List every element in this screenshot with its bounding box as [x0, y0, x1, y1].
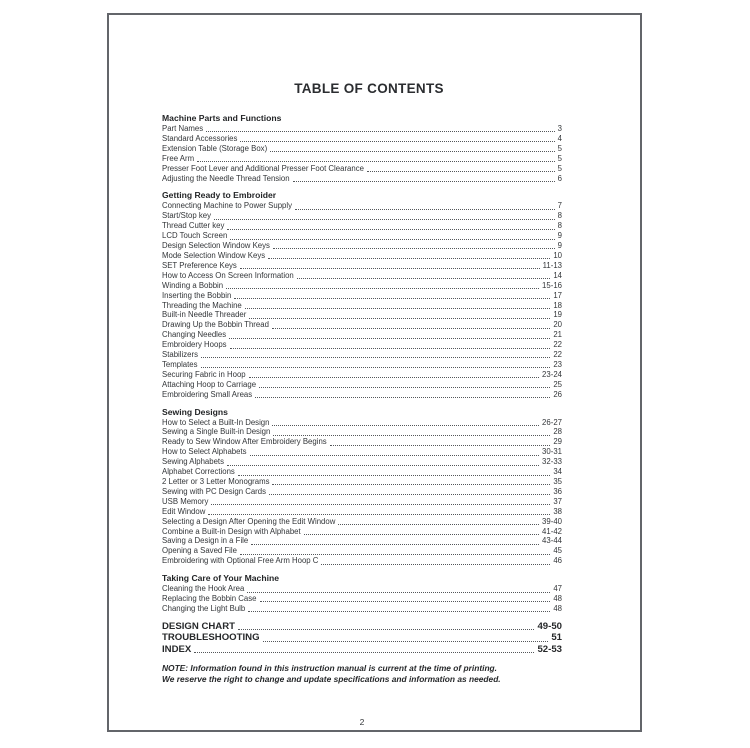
toc-entry — [162, 174, 562, 184]
toc-entry — [162, 164, 562, 174]
toc-entry — [162, 477, 562, 487]
toc-entry-page: 51 — [551, 632, 562, 644]
toc-section-heading: Taking Care of Your Machine — [162, 573, 279, 584]
toc-entry-label: 2 Letter or 3 Letter Monograms — [162, 477, 270, 486]
toc-entry-page: 49-50 — [537, 620, 562, 632]
dot-leader — [240, 268, 540, 269]
dot-leader — [201, 367, 551, 368]
page-number: 2 — [359, 717, 365, 727]
dot-leader — [297, 278, 551, 279]
dot-leader — [229, 338, 550, 339]
dot-leader — [247, 592, 550, 593]
toc-section-heading: Sewing Designs — [162, 406, 228, 417]
toc-entry-label: Thread Cutter key — [162, 221, 225, 231]
toc-entry — [162, 291, 562, 301]
dot-leader — [269, 494, 550, 495]
toc-entry-label: Embroidering Small Areas — [162, 389, 253, 399]
dot-leader — [245, 308, 551, 309]
dot-leader — [272, 328, 550, 329]
printing-note-line-1: NOTE: Information found in this instruction manual is current at the time of printing. — [162, 663, 497, 674]
toc-entry-label: Stabilizers — [162, 350, 198, 360]
toc-entry-label: Changing Needles — [162, 330, 227, 340]
toc-entry-label: Mode Selection Window Keys — [162, 250, 266, 260]
dot-leader — [295, 209, 555, 210]
toc-entry — [162, 497, 562, 507]
toc-entry-page: 48 — [553, 603, 562, 613]
toc-entry-label: Inserting the Bobbin — [162, 290, 232, 300]
toc-entry-page: 14 — [553, 270, 562, 280]
toc-entry — [162, 360, 562, 370]
toc-entry-page: 52-53 — [537, 643, 562, 655]
toc-entry-page: 29 — [553, 437, 562, 447]
toc-entry — [162, 604, 562, 614]
dot-leader — [238, 629, 534, 630]
toc-entry-label: Cleaning the Hook Area — [162, 584, 245, 594]
toc-entry-label: Design Selection Window Keys — [162, 241, 270, 251]
toc-entry — [162, 134, 562, 144]
toc-entry-page: 3 — [557, 124, 562, 133]
dot-leader — [338, 524, 539, 525]
toc-entry-page: 10 — [553, 250, 562, 260]
toc-entry-label: Embroidering with Optional Free Arm Hoop C — [162, 556, 319, 566]
dot-leader — [240, 554, 550, 555]
toc-entry-page: 4 — [557, 133, 562, 143]
toc-entry-label: How to Access On Screen Information — [162, 270, 294, 280]
toc-entry-label: SET Preference Keys — [162, 260, 237, 270]
toc-entry-label: Combine a Built-in Design with Alphabet — [162, 526, 301, 536]
dot-leader — [238, 475, 551, 476]
printing-note — [162, 663, 562, 685]
toc-entry-page: 9 — [557, 231, 562, 241]
toc-entry-page: 5 — [557, 143, 562, 153]
toc-entry-label: How to Select a Built-In Design — [162, 417, 270, 427]
toc-entry-page: 11-13 — [542, 260, 562, 270]
toc-entry — [162, 427, 562, 437]
toc-entry-label: Alphabet Corrections — [162, 467, 235, 477]
toc-entry-label: Presser Foot Lever and Additional Presser Foot Clearance — [162, 163, 364, 173]
toc-entry — [162, 546, 562, 556]
toc-entry-label: Securing Fabric in Hoop — [162, 369, 246, 379]
dot-leader — [367, 171, 555, 172]
toc-entry — [162, 261, 562, 271]
toc-entry — [162, 584, 562, 594]
toc-entry-page: 18 — [553, 300, 562, 310]
toc-entry — [162, 251, 562, 261]
toc-section — [162, 407, 562, 567]
toc-section-entries — [162, 584, 562, 614]
toc-entry-label: Templates — [162, 359, 198, 369]
dot-leader — [214, 219, 555, 220]
toc-entry-label: Threading the Machine — [162, 300, 242, 310]
toc-entry-label: Drawing Up the Bobbin Thread — [162, 320, 269, 330]
toc-entry-page: 19 — [553, 310, 562, 320]
toc-entry-page: 5 — [557, 153, 562, 163]
toc-entry — [162, 507, 562, 517]
toc-entry-label: Selecting a Design After Opening the Edit Window — [162, 516, 336, 526]
toc-entry — [162, 556, 562, 566]
toc-entry-page: 21 — [553, 330, 562, 340]
toc-entry-page: 15-16 — [542, 280, 562, 290]
toc-entry-label: Winding a Bobbin — [162, 280, 224, 290]
dot-leader — [201, 357, 550, 358]
toc-section — [162, 113, 562, 183]
toc-entry-label: Connecting Machine to Power Supply — [162, 201, 293, 211]
dot-leader — [206, 131, 554, 132]
dot-leader — [197, 161, 555, 162]
printing-note-line-2: We reserve the right to change and update specifications and information as needed. — [162, 674, 501, 685]
page-border-frame — [107, 13, 642, 732]
toc-entry-label: Changing the Light Bulb — [162, 603, 246, 613]
toc-entry-label: Extension Table (Storage Box) — [162, 143, 268, 153]
dot-leader — [230, 348, 551, 349]
dot-leader — [268, 258, 550, 259]
dot-leader — [226, 288, 539, 289]
dot-leader — [259, 387, 550, 388]
toc-entry — [162, 124, 562, 134]
toc-entry-label: Edit Window — [162, 506, 206, 516]
toc-entry-page: 30-31 — [542, 447, 562, 457]
toc-entry-label: TROUBLESHOOTING — [162, 632, 260, 644]
dot-leader — [321, 564, 550, 565]
toc-entry-page: 47 — [553, 584, 562, 594]
toc-entry-page: 45 — [553, 546, 562, 556]
toc-entry-label: Opening a Saved File — [162, 546, 237, 556]
toc-entry-label: LCD Touch Screen — [162, 231, 228, 241]
toc-entry-label: Free Arm — [162, 153, 195, 163]
toc-entry — [162, 644, 562, 656]
dot-leader — [249, 377, 539, 378]
toc-entry-label: Built-in Needle Threader — [162, 310, 247, 320]
toc-entry-page: 23 — [553, 359, 562, 369]
toc-section-entries — [162, 201, 562, 399]
toc-entry-page: 25 — [553, 379, 562, 389]
toc-entry — [162, 370, 562, 380]
dot-leader — [249, 318, 550, 319]
toc-entry-label: Attaching Hoop to Carriage — [162, 379, 257, 389]
toc-entry-page: 22 — [553, 350, 562, 360]
dot-leader — [273, 435, 550, 436]
toc-entry — [162, 621, 562, 633]
toc-entry — [162, 241, 562, 251]
toc-entry-label: Adjusting the Needle Thread Tension — [162, 173, 290, 183]
toc-entry — [162, 211, 562, 221]
toc-sections — [162, 113, 562, 614]
toc-entry-page: 48 — [553, 594, 562, 604]
toc-entry — [162, 594, 562, 604]
toc-entry-label: Part Names — [162, 124, 204, 133]
dot-leader — [208, 514, 550, 515]
toc-section-heading: Getting Ready to Embroider — [162, 190, 277, 201]
toc-entry — [162, 467, 562, 477]
dot-leader — [260, 601, 551, 602]
toc-entry-page: 38 — [553, 506, 562, 516]
toc-entry-label: Embroidery Hoops — [162, 340, 227, 350]
dot-leader — [273, 248, 555, 249]
dot-leader — [227, 465, 539, 466]
toc-entry — [162, 320, 562, 330]
toc-entry-page: 32-33 — [542, 457, 562, 467]
dot-leader — [272, 484, 550, 485]
toc-entry-label: Ready to Sew Window After Embroidery Begins — [162, 437, 327, 447]
toc-entry-label: Start/Stop key — [162, 211, 211, 221]
toc-entry-label: Sewing a Single Built-in Design — [162, 427, 271, 437]
toc-entry — [162, 527, 562, 537]
page-title: TABLE OF CONTENTS — [294, 81, 444, 96]
toc-entry — [162, 350, 562, 360]
dot-leader — [293, 181, 555, 182]
toc-entry — [162, 632, 562, 644]
toc-entry-page: 41-42 — [542, 526, 562, 536]
table-of-contents — [109, 15, 640, 730]
toc-entry-label: INDEX — [162, 643, 192, 655]
toc-section — [162, 573, 562, 614]
dot-leader — [304, 534, 539, 535]
toc-entry — [162, 517, 562, 527]
toc-entry-page: 26-27 — [542, 417, 562, 427]
dot-leader — [255, 397, 550, 398]
toc-entry-page: 20 — [553, 320, 562, 330]
dot-leader — [194, 652, 534, 653]
toc-entry-label: Sewing with PC Design Cards — [162, 486, 267, 496]
dot-leader — [227, 229, 554, 230]
toc-entry — [162, 390, 562, 400]
toc-entry — [162, 536, 562, 546]
toc-entry-page: 6 — [557, 173, 562, 183]
toc-entry-page: 22 — [553, 340, 562, 350]
toc-section-entries — [162, 124, 562, 183]
toc-section-entries — [162, 418, 562, 567]
toc-entry-page: 36 — [553, 486, 562, 496]
toc-section — [162, 190, 562, 399]
toc-entry-page: 28 — [553, 427, 562, 437]
toc-entry — [162, 330, 562, 340]
toc-entry-page: 23-24 — [542, 369, 562, 379]
toc-entry — [162, 380, 562, 390]
toc-entry — [162, 231, 562, 241]
dot-leader — [230, 239, 554, 240]
toc-entry — [162, 447, 562, 457]
toc-entry — [162, 340, 562, 350]
dot-leader — [330, 445, 551, 446]
toc-entry-page: 5 — [557, 163, 562, 173]
dot-leader — [272, 425, 539, 426]
toc-entry — [162, 201, 562, 211]
toc-entry-page: 43-44 — [542, 536, 562, 546]
toc-section-heading: Machine Parts and Functions — [162, 113, 282, 123]
toc-entry-label: How to Select Alphabets — [162, 447, 247, 457]
toc-entry — [162, 437, 562, 447]
toc-entry — [162, 457, 562, 467]
toc-entry-label: Saving a Design in a File — [162, 536, 249, 546]
toc-entry — [162, 154, 562, 164]
toc-entry-page: 35 — [553, 477, 562, 486]
toc-entry — [162, 281, 562, 291]
toc-entry-page: 7 — [557, 201, 562, 211]
toc-entry-page: 26 — [553, 389, 562, 399]
toc-entry-label: DESIGN CHART — [162, 620, 236, 632]
toc-entry — [162, 418, 562, 428]
toc-entry-page: 9 — [557, 241, 562, 251]
toc-entry-label: USB Memory — [162, 496, 209, 506]
toc-entry-label: Replacing the Bobbin Case — [162, 594, 257, 604]
toc-entry-page: 8 — [557, 211, 562, 221]
toc-entry-page: 37 — [553, 496, 562, 506]
toc-entry-label: Standard Accessories — [162, 133, 238, 143]
toc-entry-page: 34 — [553, 467, 562, 477]
dot-leader — [240, 141, 554, 142]
toc-entry — [162, 271, 562, 281]
toc-entry-page: 39-40 — [542, 516, 562, 526]
dot-leader — [263, 641, 549, 642]
toc-entry-page: 8 — [557, 221, 562, 231]
toc-entry — [162, 221, 562, 231]
dot-leader — [251, 544, 539, 545]
dot-leader — [248, 611, 550, 612]
dot-leader — [234, 298, 550, 299]
dot-leader — [250, 455, 540, 456]
toc-entry — [162, 487, 562, 497]
toc-entry-page: 46 — [553, 556, 562, 566]
toc-entry — [162, 301, 562, 311]
dot-leader — [270, 151, 554, 152]
appendix-entries — [162, 621, 562, 656]
toc-entry-page: 17 — [553, 290, 562, 300]
toc-entry-label: Sewing Alphabets — [162, 457, 224, 467]
dot-leader — [211, 504, 550, 505]
toc-entry — [162, 144, 562, 154]
toc-entry — [162, 310, 562, 320]
